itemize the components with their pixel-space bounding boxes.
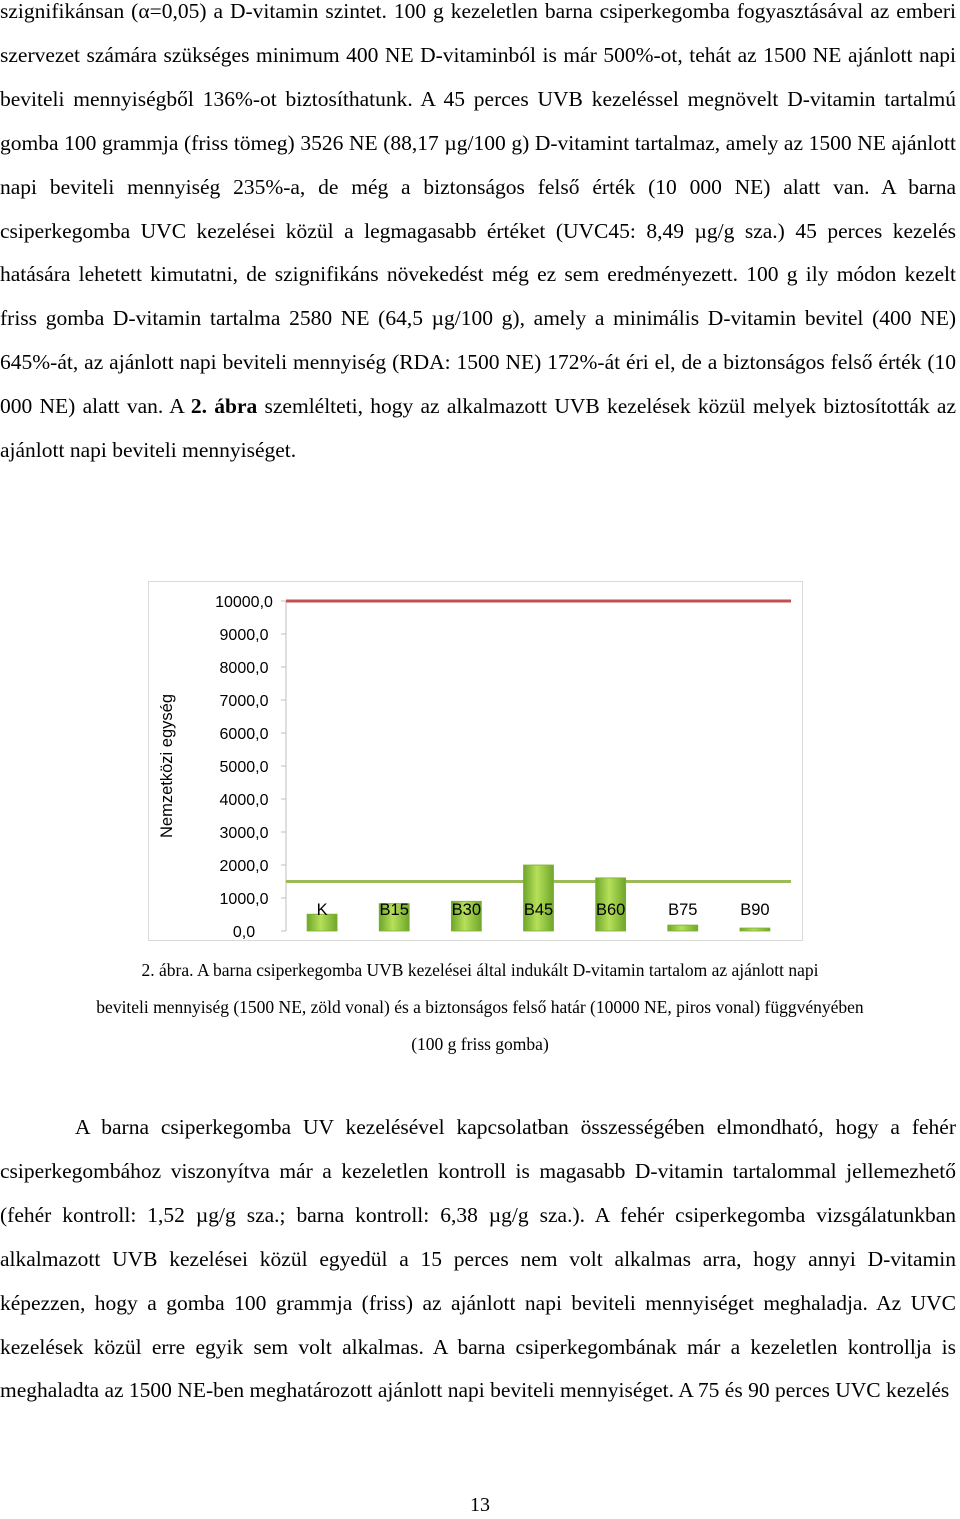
- vitamin-d-bar-chart: [148, 581, 803, 941]
- x-tick-label: B45: [523, 901, 554, 919]
- y-tick-label: 1000,0: [219, 891, 269, 908]
- bar: [740, 928, 770, 931]
- bar: [524, 865, 554, 931]
- figure-caption: [0, 952, 960, 1063]
- figure-reference: 2. ábra: [190, 394, 258, 419]
- caption-line-3: (100 g friss gomba): [411, 1034, 549, 1054]
- x-tick-label: B75: [668, 901, 698, 919]
- y-tick-label: 0,0: [232, 924, 256, 941]
- x-tick-label: B15: [379, 901, 409, 919]
- y-tick-label: 2000,0: [219, 858, 269, 875]
- caption-label: 2. ábra.: [141, 960, 194, 980]
- y-tick-label: 4000,0: [219, 792, 269, 809]
- caption-text: A barna csiperkegomba UVB kezelései által indukált D-vitamin tartalom az ajánlott napi: [193, 960, 819, 980]
- x-tick-label: B90: [740, 901, 770, 919]
- x-tick-label: K: [316, 901, 328, 919]
- page-number: 13: [470, 1494, 490, 1516]
- y-tick-label: 3000,0: [219, 825, 269, 842]
- bar: [668, 925, 698, 931]
- y-tick-label: 10000,0: [215, 594, 273, 611]
- y-tick-label: 5000,0: [219, 759, 269, 776]
- paragraph-text: szignifikánsan (α=0,05) a D-vitamin szintet. 100 g kezeletlen barna csiperkegomba fogyasztásával az emberi szervezet számára szükséges minimum 400 NE D-vitaminból is már 500%-ot, tehát az 1500 NE ajánlott napi beviteli mennyiségből 136%-ot biztosíthatunk. A 45 perces UVB kezeléssel megnövelt D-vitamin tartalmú gomba 100 grammja (friss tömeg) 3526 NE (88,17 µg/100 g) D-vitamint tartalmaz, amely az 1500 NE ajánlott napi beviteli mennyiség 235%-a, de még a biztonságos felső érték (10 000 NE) alatt van. A barna csiperkegomba UVC kezelései közül a legmagasabb értéket (UVC45: 8,49 µg/g sza.) 45 perces kezelés hatására lehetett kimutatni, de szignifikáns növekedést még ez sem eredményezett. 100 g ily módon kezelt friss gomba D-vitamin tartalma 2580 NE (64,5 µg/100 g), amely a minimális D-vitamin bevitel (400 NE) 645%-át, az ajánlott napi beviteli mennyiség (RDA: 1500 NE) 172%-át éri el, de a biztonságos felső érték (10 000 NE) alatt van. A: [0, 0, 956, 419]
- caption-line-1: [0, 952, 960, 989]
- paragraph-text-end: szemlélteti, hogy az alkalmazott UVB kezelések közül melyek biztosították az ajánlott napi beviteli mennyiséget.: [0, 394, 956, 463]
- y-tick-label: 6000,0: [219, 726, 269, 743]
- x-tick-label: B60: [595, 901, 626, 919]
- caption-line-2: beviteli mennyiség (1500 NE, zöld vonal) és a biztonságos felső határ (10000 NE, piros vonal) függvényében: [96, 997, 864, 1017]
- y-tick-label: 7000,0: [219, 693, 269, 710]
- y-tick-label: 8000,0: [219, 660, 269, 677]
- body-paragraph-2: [0, 1106, 956, 1413]
- paragraph-text: A barna csiperkegomba UV kezelésével kapcsolatban összességében elmondható, hogy a fehér csiperkegombához viszonyítva már a kezeletlen kontroll is magasabb D-vitamin tartalommal jellemezhető (fehér kontroll: 1,52 µg/g sza.; barna kontroll: 6,38 µg/g sza.). A fehér csiperkegomba vizsgálatunkban alkalmazott UVB kezelései közül egyedül a 15 perces nem volt alkalmas arra, hogy annyi D-vitamin képezzen, hogy a gomba 100 grammja (friss) az ajánlott napi beviteli mennyiséget meghaladja. Az UVC kezelések közül erre egyik sem volt alkalmas. A barna csiperkegombának már a kezeletlen kontrollja is meghaladta az 1500 NE-ben meghatározott ajánlott napi beviteli mennyiséget. A 75 és 90 perces UVC kezelés: [0, 1115, 956, 1403]
- body-paragraph-1: [0, 0, 956, 473]
- y-tick-label: 9000,0: [219, 627, 269, 644]
- y-axis-title: Nemzetközi egység: [158, 694, 176, 838]
- x-tick-label: B30: [451, 901, 482, 919]
